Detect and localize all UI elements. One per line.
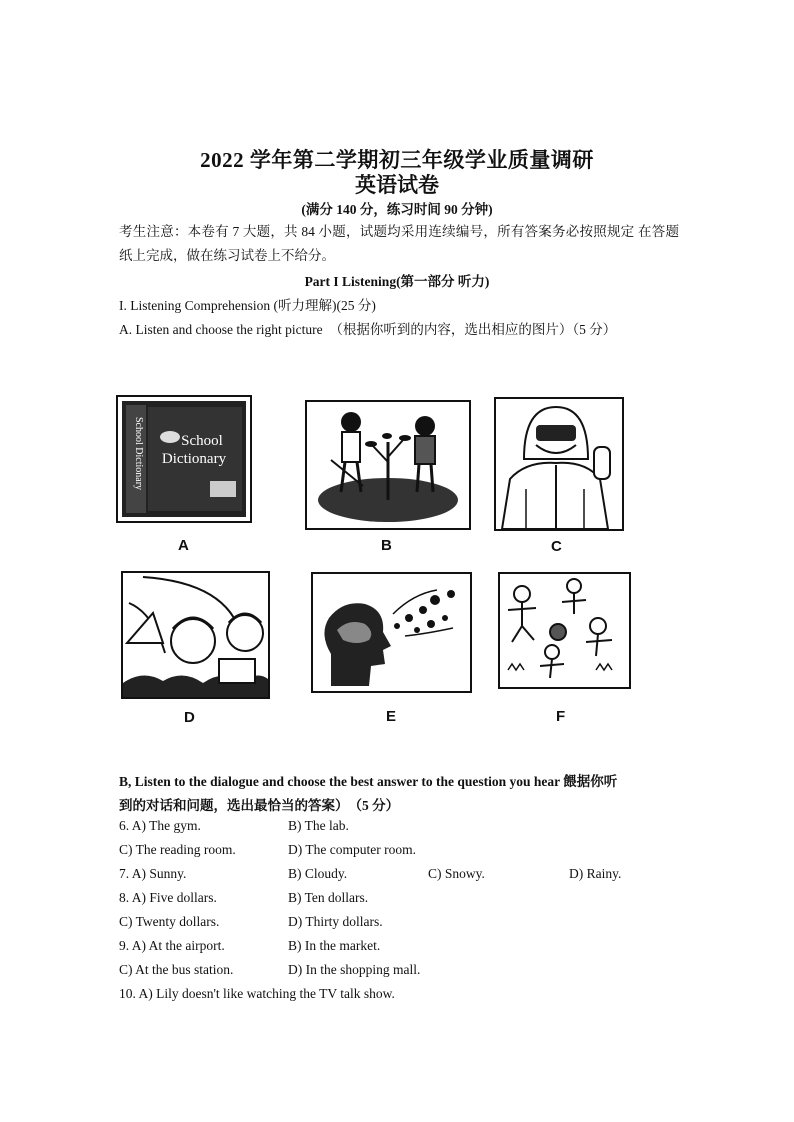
q6-option-b: B) The lab. bbox=[288, 818, 349, 833]
section-b-instructions-line1: B, Listen to the dialogue and choose the best answer to the question you hear 餵据你听 bbox=[119, 774, 618, 789]
q8-option-d: D) Thirty dollars. bbox=[288, 914, 383, 929]
q6-option-d: D) The computer room. bbox=[288, 842, 416, 857]
q9-option-c: C) At the bus station. bbox=[119, 962, 234, 977]
exam-subject: 英语试卷 bbox=[355, 173, 439, 197]
dictionary-title-line1: School bbox=[181, 433, 223, 449]
picture-d-kids-fishing bbox=[121, 571, 270, 699]
picture-b-planting-tree bbox=[305, 400, 471, 530]
q7-option-b: B) Cloudy. bbox=[288, 866, 348, 881]
picture-a-label: A bbox=[178, 537, 189, 554]
exam-info: (满分 140 分，练习时间 90 分钟) bbox=[301, 202, 493, 217]
part-title: Part I Listening(第一部分 听力) bbox=[304, 274, 490, 289]
q8-option-a: 8. A) Five dollars. bbox=[119, 890, 217, 905]
section-listening-comprehension: I. Listening Comprehension (听力理解)(25 分) bbox=[119, 298, 376, 313]
q7-option-c: C) Snowy. bbox=[428, 866, 485, 881]
q6-option-c: C) The reading room. bbox=[119, 842, 236, 857]
q7-option-d: D) Rainy. bbox=[569, 866, 622, 881]
q10-option-a: 10. A) Lily doesn't like watching the TV talk show. bbox=[119, 986, 395, 1001]
section-b-instructions-line2: 到的对话和问题，选出最恰当的答案） （5 分） bbox=[119, 798, 400, 813]
q9-option-a: 9. A) At the airport. bbox=[119, 938, 225, 953]
q8-option-c: C) Twenty dollars. bbox=[119, 914, 220, 929]
picture-f-label: F bbox=[556, 708, 566, 725]
picture-e-label: E bbox=[386, 708, 397, 725]
exam-title: 2022 学年第二学期初三年级学业质量调研 bbox=[200, 148, 594, 172]
dictionary-title-line2: Dictionary bbox=[161, 451, 227, 467]
q6-option-a: 6. A) The gym. bbox=[119, 818, 201, 833]
picture-e-head-thinking bbox=[311, 572, 472, 693]
picture-c-label: C bbox=[551, 538, 562, 555]
picture-f-kids-playing bbox=[498, 572, 631, 689]
q9-option-b: B) In the market. bbox=[288, 938, 381, 953]
q8-option-b: B) Ten dollars. bbox=[288, 890, 369, 905]
picture-d-label: D bbox=[184, 709, 195, 726]
picture-a-dictionary bbox=[116, 395, 252, 523]
dictionary-spine-text: School Dictionary bbox=[133, 417, 144, 491]
section-a-instructions: A. Listen and choose the right picture （根据你听到的内容，选出相应的图片）（5 分） bbox=[119, 322, 617, 337]
q9-option-d: D) In the shopping mall. bbox=[288, 962, 421, 977]
q7-option-a: 7. A) Sunny. bbox=[119, 866, 187, 881]
picture-b-label: B bbox=[381, 537, 392, 554]
picture-c-medical-worker bbox=[494, 397, 624, 531]
exam-notice: 考生注意：本卷有 7 大题，共 84 小题，试题均采用连续编号，所有答案务必按照规定 在答题纸上完成，做在练习试卷上不给分。 bbox=[119, 224, 679, 263]
